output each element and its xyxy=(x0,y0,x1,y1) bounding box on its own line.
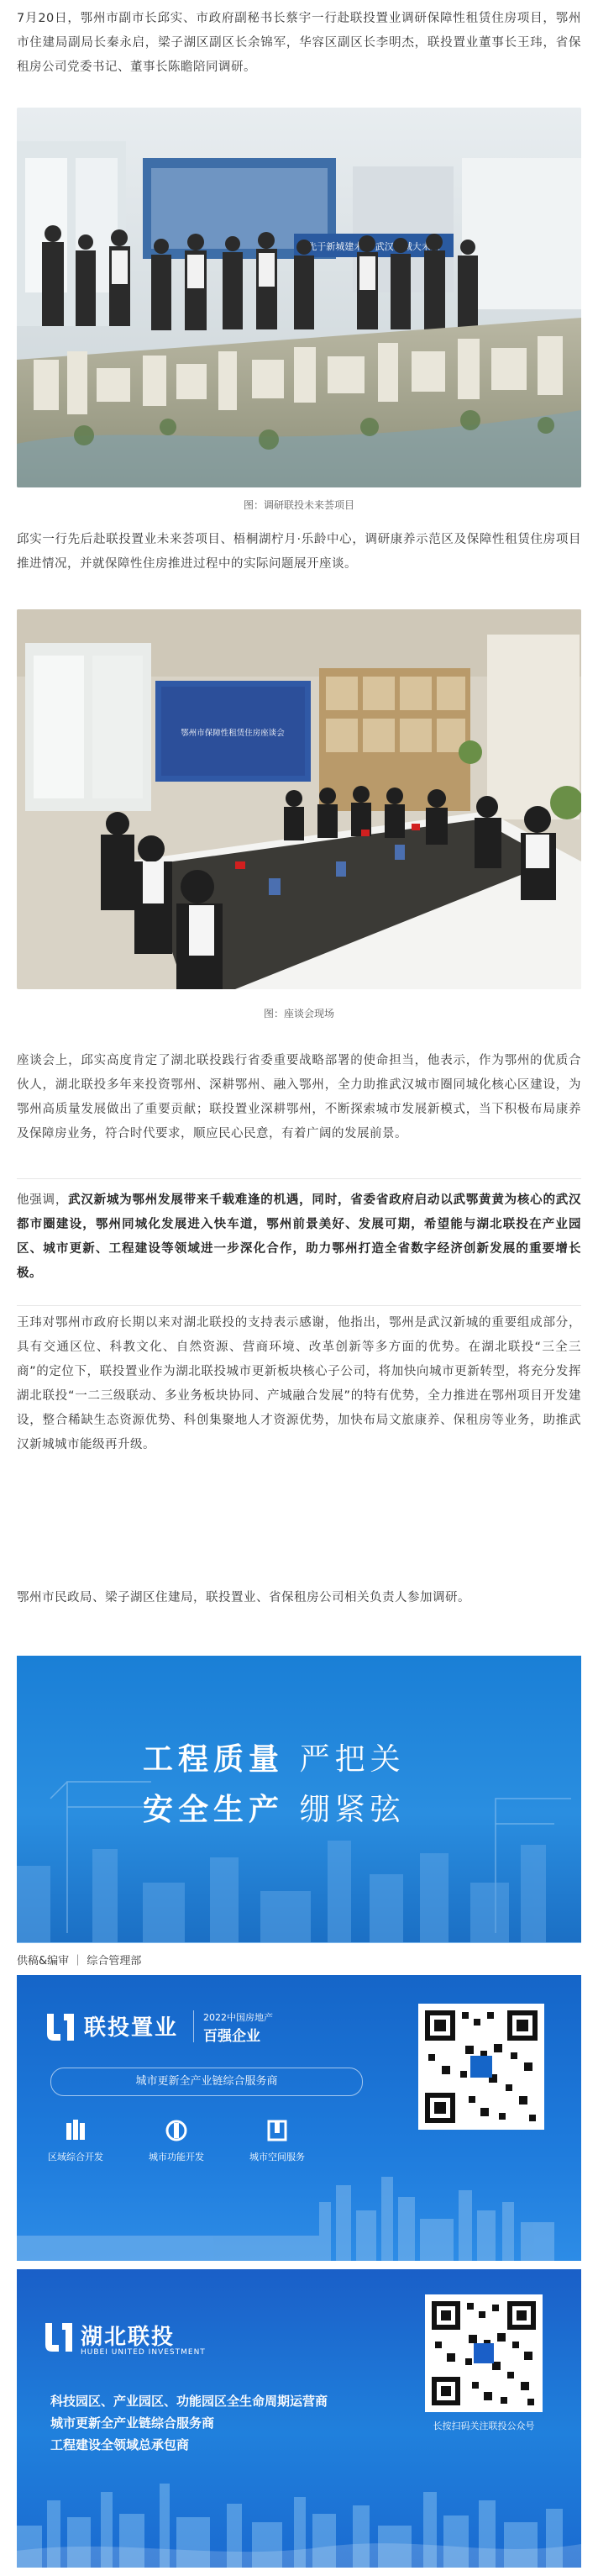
photo2-caption: 图：座谈会现场 xyxy=(263,1008,334,1019)
badge-line2: 百强企业 xyxy=(203,2028,260,2045)
service-3: 城市空间服务 xyxy=(249,2152,305,2162)
function-icon xyxy=(164,2118,189,2143)
paragraph-intro: 7月20日，鄂州市副市长邱实、市政府副秘书长蔡宇一行赴联投置业调研保障性租赁住房项目，鄂州市住建局副局长秦永启，梁子湖区副区长余锦军，华容区副区长李明杰，联投置业董事长王玮，省保租房公司党委书记、董事长陈瞻陪同调研。 xyxy=(17,12,581,74)
business-line-3: 工程建设全领域总承包商 xyxy=(50,2437,190,2452)
banner-hubei-united xyxy=(17,2269,581,2568)
emphasis-bold: 武汉新城为鄂州发展带来千载难逢的机遇，同时，省委省政府启动以武鄂黄黄为核心的武汉都市圈建设，鄂州同城化发展进入快车道，鄂州前景美好、发展可期，希望能与湖北联投在产业园区、城市更新、工程建设等领域进一步深化合作，助力鄂州打造全省数字经济创新发展的重要增长极。 xyxy=(17,1193,582,1280)
qr-caption: 长按扫码关注联投公众号 xyxy=(433,2421,535,2431)
hubei-united-brand: 湖北联投 xyxy=(81,2325,176,2350)
divider xyxy=(17,1178,581,1179)
divider xyxy=(17,1305,581,1306)
banner1-line1 xyxy=(143,1736,406,1778)
banner2-skyline xyxy=(17,2168,581,2261)
qr-code-hubei-united xyxy=(425,2294,543,2412)
photo1-caption: 图：调研联投未来荟项目 xyxy=(243,499,354,511)
wall-slogan-text: 先于新城建未来 xyxy=(307,241,373,252)
banner1-line2 xyxy=(143,1786,406,1829)
slogan-text: 城市更新全产业链综合服务商 xyxy=(135,2075,278,2088)
emphasis-lead: 他强调， xyxy=(17,1193,69,1207)
liantou-logo-icon xyxy=(42,2009,79,2046)
service-1: 区域综合开发 xyxy=(48,2152,103,2162)
liantou-brand: 联投置业 xyxy=(84,2015,179,2041)
business-line-1: 科技园区、产业园区、功能园区全生命周期运营商 xyxy=(50,2394,328,2409)
photo-scene-conference xyxy=(17,609,581,989)
banner1-strict-text: 严把关 xyxy=(299,1742,406,1777)
development-icon xyxy=(63,2118,88,2143)
slogan-pill xyxy=(50,2068,363,2096)
paragraph-forum: 座谈会上，邱实高度肯定了湖北联投践行省委重要战略部署的使命担当，他表示，作为鄂州的优质合伙人，湖北联投多年来投资鄂州、深耕鄂州、融入鄂州，全力助推武汉城市圈同城化核心区建设，为鄂州高质量发展做出了重要贡献；联投置业深耕鄂州，不断探索城市发展新模式，当下积极布局康养及保障房业务，符合时代要求，顺应民心民意，有着广阔的发展前景。 xyxy=(17,1054,581,1140)
hubei-united-brand-en: HUBEI UNITED INVESTMENT xyxy=(81,2348,206,2357)
photo-meeting xyxy=(17,609,581,989)
space-icon xyxy=(265,2118,290,2143)
paragraph-response: 王玮对鄂州市政府长期以来对湖北联投的支持表示感谢，他指出，鄂州是武汉新城的重要组成部分，具有交通区位、科教文化、自然资源、营商环境、改革创新等多方面的优势。在湖北联投“三全三商”的定位下，联投置业作为湖北联投城市更新板块核心子公司，将加快向城市更新转型，将充分发挥湖北联投“一二三级联动、多业务板块协同、产城融合发展”的特有优势，全力推进在鄂州项目开发建设，整合稀缺生态资源优势、科创集聚地人才资源优势，加快布局文旅康养、保租房等业务，助推武汉新城城市能级再升级。 xyxy=(17,1316,581,1451)
banner1-tight-text: 绷紧弦 xyxy=(299,1793,406,1827)
paragraph-visit: 邱实一行先后赴联投置业未来荟项目、梧桐湖柠月·乐龄中心，调研康养示范区及保障性租赁住房项目推进情况，并就保障性住房推进过程中的实际问题展开座谈。 xyxy=(17,533,581,571)
hubei-united-logo-icon xyxy=(42,2320,76,2357)
business-line-2: 城市更新全产业链综合服务商 xyxy=(50,2415,215,2431)
service-2: 城市功能开发 xyxy=(149,2152,204,2162)
banner-safety-quality xyxy=(17,1656,581,1943)
banner1-safety-text: 安全生产 xyxy=(143,1793,285,1827)
photo-project-visit xyxy=(17,108,581,487)
editorial-credit: 供稿&编审 ｜ 综合管理部 xyxy=(17,1955,142,1968)
badge-line1: 2022中国房地产 xyxy=(203,2012,273,2023)
paragraph-emphasis xyxy=(17,1188,581,1286)
brand-divider xyxy=(193,2010,194,2042)
banner-liantou-property xyxy=(17,1975,581,2261)
qr-code-liantou xyxy=(418,2004,544,2130)
photo-scene-exhibition xyxy=(17,108,581,487)
screen-title-text: 鄂州市保障性租赁住房座谈会 xyxy=(181,729,285,738)
paragraph-attendees: 鄂州市民政局、梁子湖区住建局，联投置业、省保租房公司相关负责人参加调研。 xyxy=(17,1591,470,1604)
banner1-quality-text: 工程质量 xyxy=(143,1742,285,1777)
banner3-skyline xyxy=(17,2467,581,2568)
